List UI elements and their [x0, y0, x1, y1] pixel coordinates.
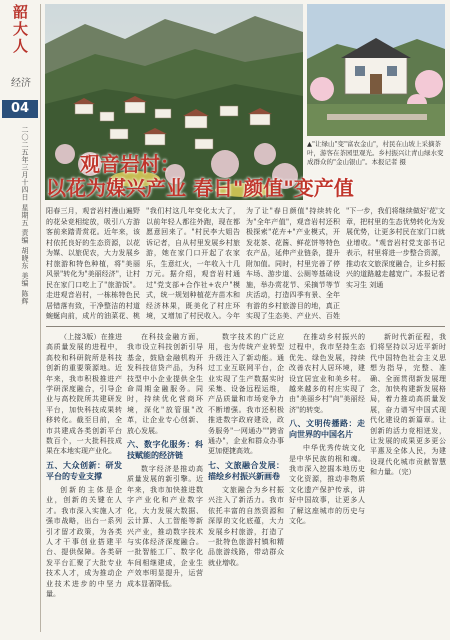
- body-paragraph: 在科技金融方面，我市设立科技创新引导基金，鼓励金融机构开发科技信贷产品，为科技型中小企业提供全生命周期金融服务。同时，持续优化营商环境，深化"放管服"改革，让企业专心创新、放心发展。: [127, 333, 203, 435]
- masthead-char-3: 人: [12, 37, 29, 55]
- continued-article: [46, 332, 446, 634]
- body-column-1: [46, 332, 122, 634]
- body-column-5: [370, 332, 446, 634]
- photo-caption: ▲"让绿山"变"富农金山"，村民在山坡上采摘茶叶，游客在茶园里观光。乡村振兴让青山绿水变成群众的"金山银山"。本报记者 摄: [307, 140, 444, 166]
- lead-column-1: 阳春三月，观音岩村漫山遍野的花朵竞相绽放，吸引八方游客前来踏青赏花。近年来，该村依托良好的生态资源，以花为媒、以旅促农，大力发展乡村旅游和特色种植，将"美丽风景"转化为"美丽经济"，让村民在家门口吃上了"旅游饭"。走进观音岩村，一栋栋特色民居错落有致，干净整洁的村道蜿蜒向前，成片的油菜花、桃: [46, 207, 140, 320]
- lead-article: [46, 206, 446, 322]
- body-paragraph: 文旅融合为乡村振兴注入了新活力。我市依托丰富的自然资源和深厚的文化底蕴，大力发展乡村旅游，打造了一批特色旅游村镇和精品旅游线路，带动群众就业增收。: [208, 485, 284, 567]
- masthead-char-1: 韶: [12, 3, 29, 21]
- subheading: 六、数字化服务：科技赋能的经济链: [127, 440, 203, 461]
- article-headline: [46, 152, 446, 200]
- lead-column-2: "我们村这几年变化太大了，以前年轻人都往外跑，现在都愿意回来了。"村民李大姐告诉记者，自从村里发展乡村旅游，她在家门口开起了农家乐，生意红火，一年收入十几万元。据介绍，观音岩村通过"党支部+合作社+农户"模式，统一规划种植花卉苗木和经济林果，既美化了村庄环境，又增加了村民收入。今年: [146, 207, 240, 320]
- farmhouse-photo: [307, 4, 445, 136]
- headline-line-1: 观音岩村：: [80, 152, 180, 176]
- body-column-3: [208, 332, 284, 634]
- body-paragraph: 新时代新征程，我们将坚持以习近平新时代中国特色社会主义思想为指导，完整、准确、全面贯彻新发展理念，加快构建新发展格局，着力推动高质量发展，奋力谱写中国式现代化建设的新篇章。让创新的活力竞相迸发，让发展的成果更多更公平惠及全体人民，为建设现代化城市贡献智慧和力量。（完）: [370, 333, 446, 477]
- lead-column-3: 为了让"春日颜值"持续转化为"全年产值"，观音岩村还积极探索"花卉+"产业模式，开发花茶、花酱、鲜花饼等特色农产品，延伸产业链条，提升附加值。同时，村里完善了停车场、游步道、公厕等基础设施，举办赏花节、采摘节等节庆活动，打造四季有景、全年有游的乡村旅游目的地，真正实现了生态美、产业兴、百姓: [246, 207, 340, 320]
- body-paragraph: 中华优秀传统文化是中华民族的根和魂。我市深入挖掘本地历史文化资源，推动非物质文化遗产保护传承，讲好中国故事，让更多人了解这座城市的历史与文化。: [289, 444, 365, 526]
- body-paragraph: 数字经济是推动高质量发展的新引擎。近年来，我市加快推进数字产业化和产业数字化，大力发展大数据、云计算、人工智能等新兴产业，推动数字技术与实体经济深度融合。一批智能工厂、数字化车间相继建成，企业生产效率明显提升，运营成本显著降低。: [127, 465, 203, 588]
- page-number-tag: 04: [2, 100, 38, 118]
- issue-meta: 二〇二五年三月十四日 星期五 责编 胡晓东 美编 陈辉: [21, 126, 29, 305]
- masthead-logo: [4, 4, 38, 55]
- subheading: 七、文旅融合发展：描绘乡村振兴新画卷: [208, 460, 284, 481]
- lead-column-4: "下一步，我们将继续做好'花'文章，把村里的生态优势转化为发展优势，让更多村民在家门口就业增收。"观音岩村党支部书记表示，村里将进一步整合资源，推动农文旅深度融合，让乡村振兴的道路越走越宽广。本报记者 实习生 刘通: [346, 207, 445, 289]
- section-label: 经济: [11, 78, 31, 89]
- margin-divider: [40, 4, 41, 632]
- body-paragraph: 数字技术的广泛应用，也为传统产业转型升级注入了新动能。通过工业互联网平台，企业实现了生产数据实时采集、设备远程运维，产品质量和市场竞争力不断增强。我市还积极推进数字政府建设，政务服务"一网通办""跨省通办"，企业和群众办事更加便捷高效。: [208, 333, 284, 456]
- section-divider: [46, 326, 445, 327]
- subheading: 八、文明传播路：走向世界的中国名片: [289, 419, 365, 440]
- headline-line-2: 以花为媒兴产业 春日"颜值"变产值: [46, 176, 354, 200]
- subheading: 五、大众创新：研发平台的专业支撑: [46, 460, 122, 481]
- body-paragraph: （上接3版）在推进高质量发展的进程中，高校和科研院所是科技创新的重要策源地。近年来，我市积极推进产学研深度融合，引导企业与高校院所共建研发平台，加快科技成果转移转化。截至目前，全市共建成各类创新平台数百个，一大批科技成果在本地实现产业化。: [46, 333, 122, 456]
- body-paragraph: 创新的主体是企业，创新的关键在人才。我市深入实施人才强市战略，出台一系列引才留才政策，为各类人才干事创业搭建平台、提供保障。各类研发平台汇聚了大批专业技术人才，成为推动企业技术进步的中坚力量。: [46, 485, 122, 598]
- body-column-2: [127, 332, 203, 634]
- masthead-char-2: 大: [12, 20, 29, 38]
- body-paragraph: 在推动乡村振兴的过程中，我市坚持生态优先、绿色发展，持续改善农村人居环境，建设宜居宜业和美乡村。越来越多的村庄实现了由"美丽乡村"向"美丽经济"的转变。: [289, 333, 365, 414]
- body-column-4: [289, 332, 365, 634]
